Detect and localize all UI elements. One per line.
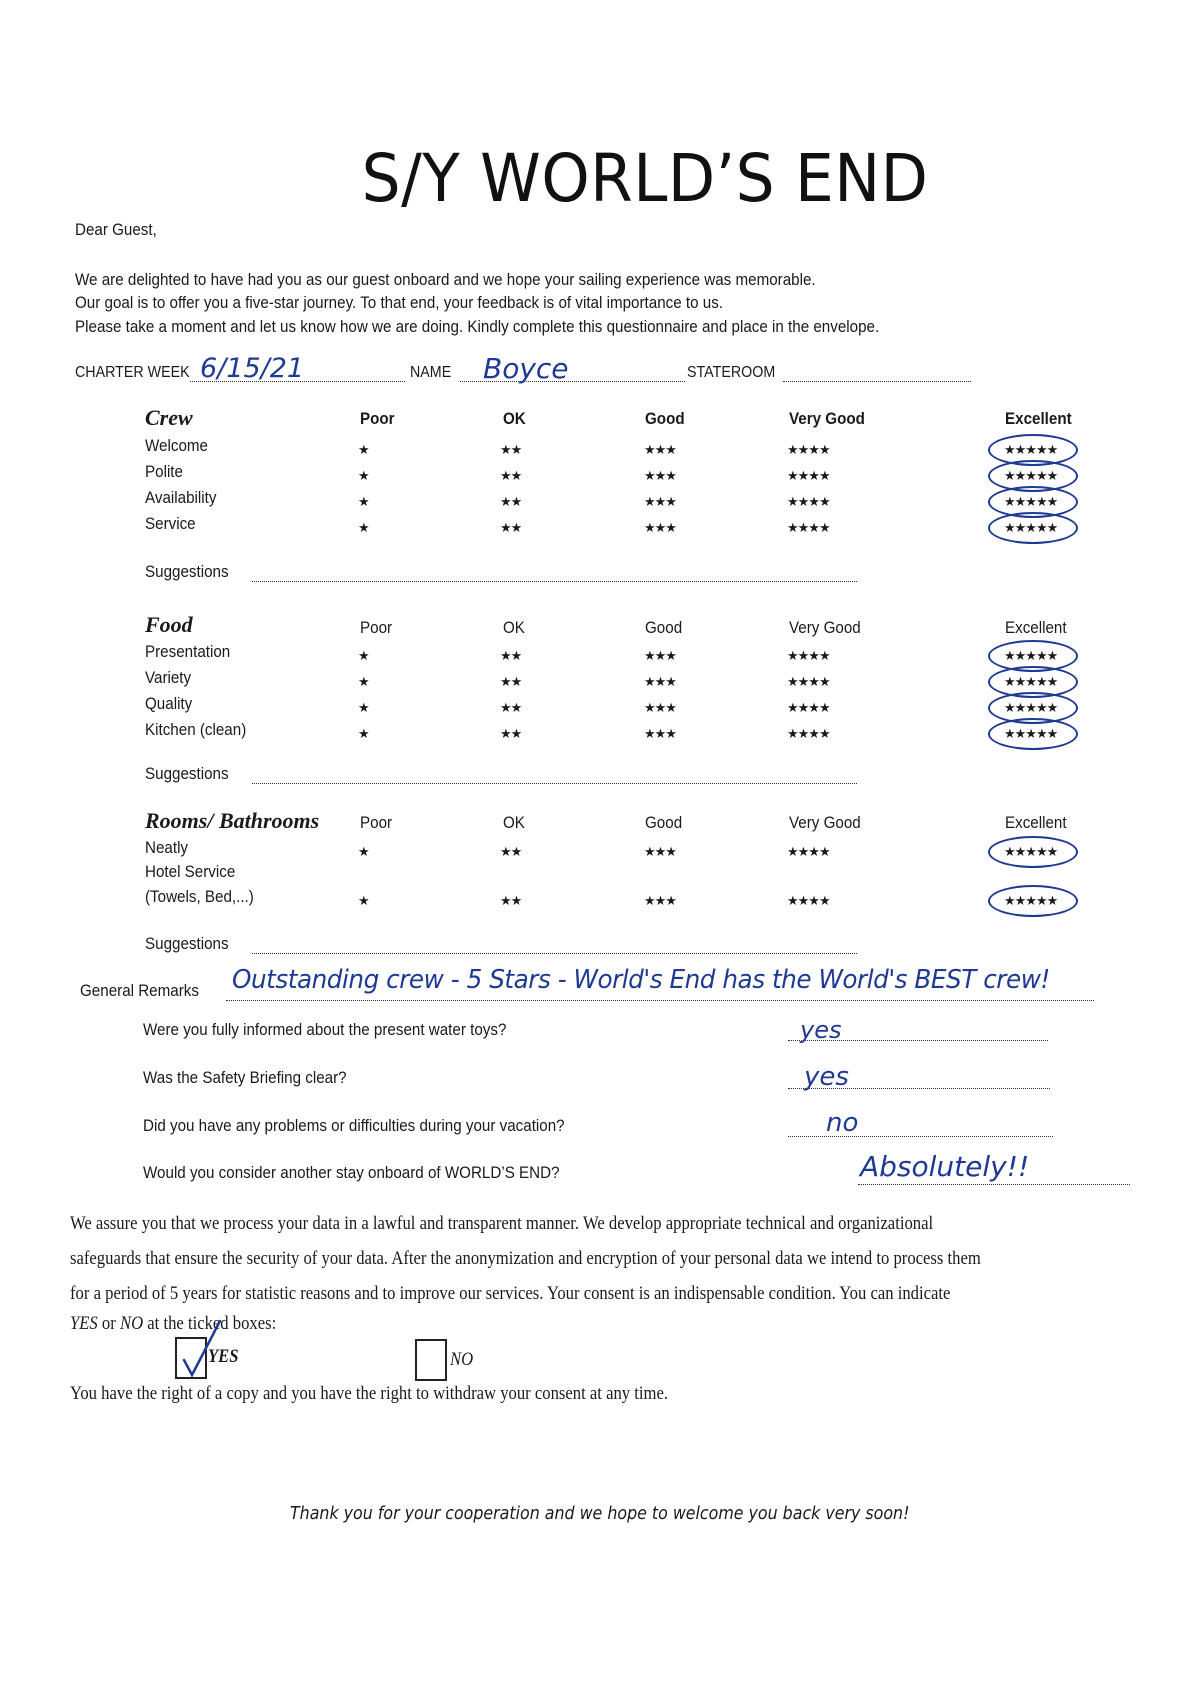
- col-ok: OK: [503, 814, 525, 832]
- rating-option-5-stars[interactable]: ★★★★★: [1004, 520, 1058, 535]
- rating-option-2-stars[interactable]: ★★: [500, 442, 522, 457]
- privacy-line-4: [70, 1314, 276, 1335]
- rating-option-2-stars[interactable]: ★★: [500, 468, 522, 483]
- rating-option-1-stars[interactable]: ★: [358, 520, 369, 535]
- rating-option-5-stars[interactable]: ★★★★★: [1004, 648, 1058, 663]
- rating-option-4-stars[interactable]: ★★★★: [787, 674, 830, 689]
- rights-statement: You have the right of a copy and you have the right to withdraw your consent at any time.: [70, 1384, 669, 1404]
- rating-option-4-stars[interactable]: ★★★★: [787, 893, 830, 908]
- intro-line-3: Please take a moment and let us know how we are doing. Kindly complete this questionnaire and place in the envelope.: [75, 318, 880, 336]
- item-kitchen: Kitchen (clean): [145, 721, 247, 739]
- rating-option-4-stars[interactable]: ★★★★: [787, 494, 830, 509]
- answer-4-line: [858, 1184, 1130, 1185]
- item-variety: Variety: [145, 669, 192, 687]
- name-label: NAME: [410, 364, 452, 381]
- selected-rating-circle: [988, 885, 1078, 917]
- general-remarks-field[interactable]: Outstanding crew - 5 Stars - World's End has the World's BEST crew!: [232, 965, 1050, 995]
- rating-option-1-stars[interactable]: ★: [358, 893, 369, 908]
- charter-week-label: CHARTER WEEK: [75, 364, 190, 381]
- col-poor: Poor: [360, 619, 393, 637]
- rating-option-3-stars[interactable]: ★★★: [644, 442, 676, 457]
- item-presentation: Presentation: [145, 643, 231, 661]
- rating-option-1-stars[interactable]: ★: [358, 844, 369, 859]
- selected-rating-circle: [988, 718, 1078, 750]
- rating-option-2-stars[interactable]: ★★: [500, 726, 522, 741]
- item-quality: Quality: [145, 695, 193, 713]
- rating-option-3-stars[interactable]: ★★★: [644, 844, 676, 859]
- food-suggestions-label: Suggestions: [145, 765, 229, 783]
- col-poor: Poor: [360, 410, 395, 428]
- rating-option-5-stars[interactable]: ★★★★★: [1004, 700, 1058, 715]
- col-very-good: Very Good: [789, 410, 865, 428]
- col-excellent: Excellent: [1005, 410, 1072, 428]
- crew-suggestions-field[interactable]: [252, 581, 857, 582]
- page-title: S/Y WORLD’S END: [361, 140, 929, 217]
- privacy-no-text: NO: [119, 1314, 144, 1334]
- rating-option-5-stars[interactable]: ★★★★★: [1004, 893, 1058, 908]
- rating-option-3-stars[interactable]: ★★★: [644, 494, 676, 509]
- col-good: Good: [645, 814, 683, 832]
- question-3: Did you have any problems or difficulties during your vacation?: [143, 1117, 565, 1135]
- section-title-food: Food: [145, 612, 193, 637]
- col-good: Good: [645, 410, 685, 428]
- rating-option-5-stars[interactable]: ★★★★★: [1004, 726, 1058, 741]
- rating-option-5-stars[interactable]: ★★★★★: [1004, 468, 1058, 483]
- privacy-rest-text: at the ticked boxes:: [143, 1314, 277, 1334]
- rating-option-5-stars[interactable]: ★★★★★: [1004, 844, 1058, 859]
- rating-option-2-stars[interactable]: ★★: [500, 494, 522, 509]
- answer-2-field[interactable]: yes: [804, 1062, 849, 1092]
- stateroom-label: STATEROOM: [687, 364, 776, 381]
- rating-option-1-stars[interactable]: ★: [358, 468, 369, 483]
- rating-option-2-stars[interactable]: ★★: [500, 844, 522, 859]
- rating-option-4-stars[interactable]: ★★★★: [787, 844, 830, 859]
- crew-suggestions-label: Suggestions: [145, 563, 229, 581]
- food-suggestions-field[interactable]: [252, 783, 857, 784]
- rating-option-5-stars[interactable]: ★★★★★: [1004, 674, 1058, 689]
- rating-option-3-stars[interactable]: ★★★: [644, 648, 676, 663]
- rating-option-1-stars[interactable]: ★: [358, 494, 369, 509]
- col-excellent: Excellent: [1005, 619, 1067, 637]
- rating-option-4-stars[interactable]: ★★★★: [787, 468, 830, 483]
- general-remarks-label: General Remarks: [80, 982, 199, 1000]
- col-excellent: Excellent: [1005, 814, 1067, 832]
- thank-you-message: Thank you for your cooperation and we hope to welcome you back very soon!: [290, 1503, 910, 1524]
- rating-option-5-stars[interactable]: ★★★★★: [1004, 494, 1058, 509]
- rating-option-3-stars[interactable]: ★★★: [644, 468, 676, 483]
- answer-1-field[interactable]: yes: [800, 1016, 842, 1044]
- item-hotel-service-detail: (Towels, Bed,...): [145, 888, 254, 906]
- rating-option-3-stars[interactable]: ★★★: [644, 700, 676, 715]
- privacy-yes-text: YES: [70, 1314, 98, 1334]
- question-1: Were you fully informed about the present water toys?: [143, 1021, 507, 1039]
- consent-yes-label: YES: [208, 1347, 239, 1367]
- rating-option-4-stars[interactable]: ★★★★: [787, 700, 830, 715]
- name-field[interactable]: Boyce: [483, 352, 569, 385]
- col-good: Good: [645, 619, 683, 637]
- rating-option-4-stars[interactable]: ★★★★: [787, 648, 830, 663]
- rating-option-1-stars[interactable]: ★: [358, 700, 369, 715]
- rating-option-2-stars[interactable]: ★★: [500, 520, 522, 535]
- item-neatly: Neatly: [145, 839, 189, 857]
- rooms-suggestions-field[interactable]: [252, 953, 857, 954]
- rating-option-4-stars[interactable]: ★★★★: [787, 442, 830, 457]
- consent-no-checkbox[interactable]: [415, 1339, 447, 1381]
- rating-option-1-stars[interactable]: ★: [358, 648, 369, 663]
- item-hotel-service: Hotel Service: [145, 863, 236, 881]
- question-2: Was the Safety Briefing clear?: [143, 1069, 347, 1087]
- privacy-line-2: safeguards that ensure the security of your data. After the anonymization and encryption of your personal data we intend to process them: [70, 1249, 981, 1269]
- greeting: Dear Guest,: [75, 221, 157, 239]
- rating-option-2-stars[interactable]: ★★: [500, 648, 522, 663]
- item-service: Service: [145, 515, 196, 533]
- rating-option-1-stars[interactable]: ★: [358, 726, 369, 741]
- rating-option-3-stars[interactable]: ★★★: [644, 520, 676, 535]
- intro-line-2: Our goal is to offer you a five-star journey. To that end, your feedback is of vital importance to us.: [75, 294, 724, 312]
- rating-option-1-stars[interactable]: ★: [358, 442, 369, 457]
- rating-option-2-stars[interactable]: ★★: [500, 674, 522, 689]
- col-very-good: Very Good: [789, 814, 861, 832]
- item-availability: Availability: [145, 489, 217, 507]
- consent-no-label: NO: [450, 1350, 474, 1370]
- col-ok: OK: [503, 619, 525, 637]
- privacy-or-text: or: [97, 1314, 120, 1334]
- rating-option-5-stars[interactable]: ★★★★★: [1004, 442, 1058, 457]
- item-polite: Polite: [145, 463, 183, 481]
- col-poor: Poor: [360, 814, 393, 832]
- privacy-line-1: We assure you that we process your data in a lawful and transparent manner. We develop appropriate technical and organizational: [70, 1214, 934, 1234]
- col-very-good: Very Good: [789, 619, 861, 637]
- question-4: Would you consider another stay onboard of WORLD’S END?: [143, 1164, 560, 1182]
- rating-option-2-stars[interactable]: ★★: [500, 700, 522, 715]
- intro-line-1: We are delighted to have had you as our guest onboard and we hope your sailing experience was memorable.: [75, 271, 816, 289]
- rating-option-4-stars[interactable]: ★★★★: [787, 726, 830, 741]
- selected-rating-circle: [988, 836, 1078, 868]
- rating-option-1-stars[interactable]: ★: [358, 674, 369, 689]
- rating-option-2-stars[interactable]: ★★: [500, 893, 522, 908]
- rooms-suggestions-label: Suggestions: [145, 935, 229, 953]
- general-remarks-line: [226, 1000, 1094, 1001]
- answer-4-field[interactable]: Absolutely!!: [860, 1150, 1030, 1183]
- answer-3-field[interactable]: no: [826, 1108, 859, 1138]
- section-title-crew: Crew: [145, 405, 193, 430]
- col-ok: OK: [503, 410, 526, 428]
- rating-option-4-stars[interactable]: ★★★★: [787, 520, 830, 535]
- privacy-line-3: for a period of 5 years for statistic reasons and to improve our services. Your consent is an indispensable condition. You can indicate: [70, 1284, 951, 1304]
- rating-option-3-stars[interactable]: ★★★: [644, 674, 676, 689]
- item-welcome: Welcome: [145, 437, 208, 455]
- selected-rating-circle: [988, 512, 1078, 544]
- rating-option-3-stars[interactable]: ★★★: [644, 726, 676, 741]
- section-title-rooms: Rooms/ Bathrooms: [145, 808, 320, 833]
- stateroom-field[interactable]: [783, 381, 971, 382]
- charter-week-field[interactable]: 6/15/21: [200, 353, 305, 384]
- rating-option-3-stars[interactable]: ★★★: [644, 893, 676, 908]
